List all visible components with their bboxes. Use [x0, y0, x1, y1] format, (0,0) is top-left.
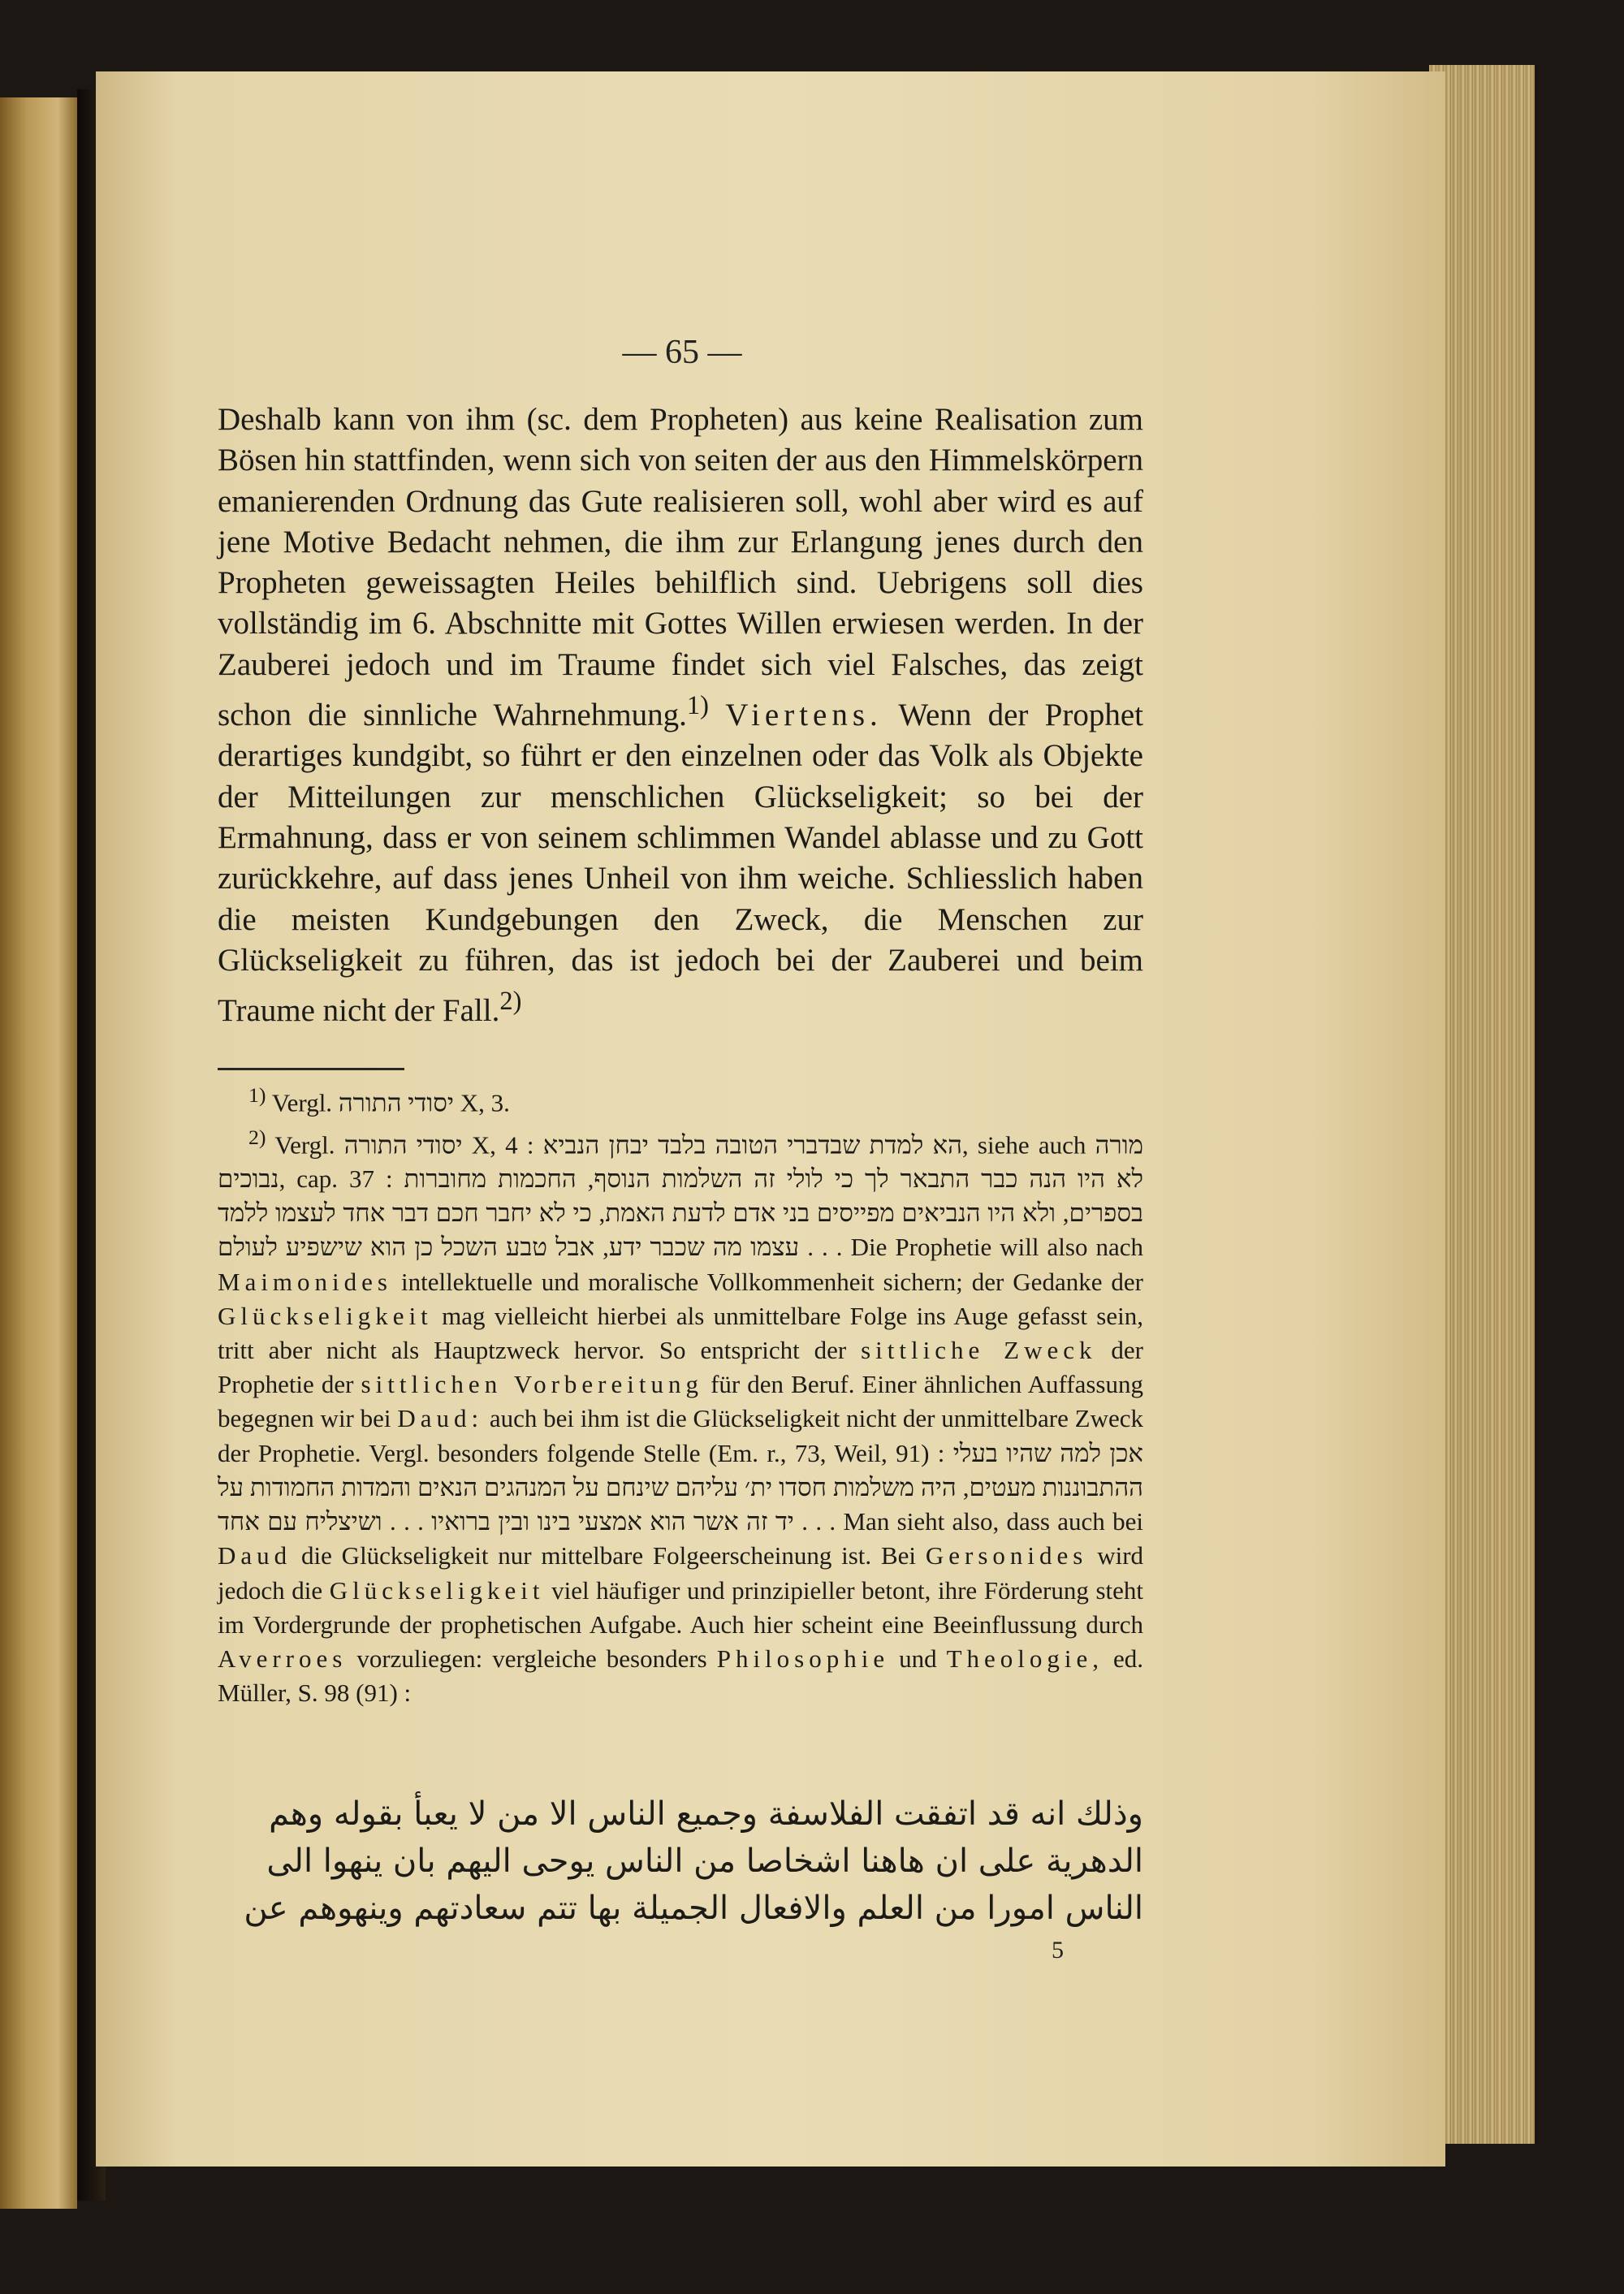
main-paragraph — [218, 400, 1143, 1031]
footnote-text: Die Prophetie will also nach — [850, 1233, 1144, 1262]
hebrew-text: לא היו הנה כבר התבאר לך כי לולי זה השלמות הנוסף, החכמות מחוברות בספרים, ולא היו הנביאים מפייסים בני אדם לדעת האמת, כי לא יחבר חכם דבר אחד לעצמו ללמד עצמו מה שכבר ידע, אבל טבע השכל כן הוא שישפיע לעולם — [218, 1164, 1143, 1262]
footnote-text: X, 4 : — [471, 1130, 534, 1159]
footnote-text: mag vielleicht hierbei als unmittelbare Folge ins Auge gefasst sein, tritt aber nicht als Hauptzweck hervor. So entspricht der — [218, 1301, 1143, 1365]
name-maimonides: Maimonides — [218, 1267, 392, 1296]
footnote-text: Vergl. — [271, 1088, 333, 1117]
page-number: — 65 — — [622, 334, 742, 371]
arabic-line: الدهرية على ان هاهنا اشخاصا من الناس يوحى اليهم بان ينهوا الى — [266, 1843, 1143, 1880]
footnote-text: wird jedoch die — [218, 1541, 1144, 1605]
hebrew-text: יסודי התורה — [343, 1130, 463, 1159]
emphasis-glueckseligkeit: Glückseligkeit — [218, 1301, 433, 1330]
footnote-text: X, 3. — [460, 1088, 510, 1117]
footnote-text: intellektuelle und moralische Vollkommenheit sichern; der Gedanke der — [400, 1267, 1143, 1296]
arabic-line: وذلك انه قد اتفقت الفلاسفة وجميع الناس الا من لا يعبأ بقوله وهم — [269, 1795, 1143, 1833]
footnote-2 — [218, 1121, 1143, 1711]
footnote-1 — [218, 1078, 1143, 1121]
footnote-text: viel häufiger und prinzipieller betont, ihre Förderung steht im Vordergrunde der prophetischen Aufgabe. Auch hier scheint eine Beeinflussung durch — [218, 1575, 1144, 1639]
footnote-text: . . . Man sieht also, dass auch bei — [801, 1507, 1144, 1536]
name-averroes: Averroes — [218, 1644, 348, 1673]
name-daud: Daud — [218, 1541, 292, 1570]
footnote-text: vorzuliegen: vergleiche besonders — [356, 1644, 707, 1673]
emphasis-sittliche-zweck: sittliche Zweck — [861, 1336, 1097, 1365]
printer-signature: 5 — [1052, 1937, 1064, 1964]
left-page-edge — [0, 97, 77, 2209]
hebrew-text: יסודי התורה — [338, 1088, 455, 1117]
emphasis-vorbereitung: sittlichen Vorbereitung — [361, 1370, 703, 1399]
footnote-divider — [218, 1068, 404, 1070]
title-philosophie: Philosophie — [716, 1644, 890, 1673]
name-gersonides: Gersonides — [925, 1541, 1088, 1570]
arabic-quotation — [218, 1791, 1143, 1932]
emphasis-glueckseligkeit: Glückseligkeit — [329, 1575, 545, 1605]
title-theologie: Theologie, — [946, 1644, 1104, 1673]
main-text-part: Wenn der Prophet derartiges kundgibt, so führt er den einzelnen oder das Volk als Objekte der Mitteilungen zur menschlichen Glückseligkeit; so bei der Ermahnung, dass er von seinem schlimmen Wandel ablasse und zu Gott zurückkehre, auf dass jenes Unheil von ihm weiche. Schliesslich haben die meisten Kundgebungen den Zweck, die Menschen zur Glückseligkeit zu führen, das ist jedoch bei der Zauberei und beim Traume nicht der Fall. — [218, 698, 1143, 1029]
footnote-text: . . . — [807, 1233, 843, 1262]
footnote-text: und — [899, 1644, 937, 1673]
footnotes — [218, 1078, 1143, 1710]
footnote-text: der Prophetie der — [218, 1336, 1143, 1399]
footnote-text: , cap. 37 : — [279, 1164, 393, 1194]
footnote-text: , siehe auch — [961, 1130, 1086, 1159]
hebrew-text: הא למדת שבדברי הטובה בלבד יבחן הנביא — [542, 1130, 962, 1159]
footnote-mark: 1) — [248, 1083, 266, 1107]
footnote-text: auch bei ihm ist die Glückseligkeit nicht der unmittelbare Zweck der Prophetie. Vergl. besonders folgende Stelle (Em. r., 73, Weil, 91) : — [218, 1404, 1143, 1467]
footnote-ref: 1) — [686, 691, 709, 721]
arabic-line: الناس امورا من العلم والافعال الجميلة بها تتم سعادتهم وينهوهم عن — [244, 1890, 1143, 1927]
footnote-text: für den Beruf. Einer ähnlichen Auffassung begegnen wir bei — [218, 1370, 1143, 1433]
main-text-part: Deshalb kann von ihm (sc. dem Propheten) aus keine Realisation zum Bösen hin stattfinden, wenn sich von seiten der aus den Himmelskörpern emanierenden Ordnung das Gute realisieren soll, wohl aber wird es auf jene Motive Bedacht nehmen, die ihm zur Erlangung jenes durch den Propheten geweissagten Heiles behilflich sind. Uebrigens soll dies vollständig im 6. Abschnitte mit Gottes Willen erwiesen werden. In der Zauberei jedoch und im Traume findet sich viel Falsches, das zeigt schon die sinnliche Wahrnehmung. — [218, 402, 1143, 733]
footnote-text: die Glückseligkeit nur mittelbare Folgeerscheinung ist. Bei — [300, 1541, 917, 1570]
hebrew-text: אכן למה שהיו בעלי ההתבוננות מעטים, היה משלמות חסדו ית׳ עליהם שינחם על המנהגים הנאים והמדות החמודות על יד זה אשר הוא אמצעי בינו ובין ברואיו . . . ושיצליח עם אחד — [218, 1438, 1143, 1536]
footnote-text: ed. Müller, S. 98 (91) : — [218, 1644, 1144, 1708]
main-text — [218, 400, 1143, 1031]
hebrew-text: מורה נבוכים — [218, 1130, 1144, 1194]
emphasis-viertens: Viertens. — [725, 698, 883, 733]
footnote-text: Vergl. — [274, 1130, 335, 1159]
footnote-ref: 2) — [499, 987, 522, 1017]
footnote-mark: 2) — [248, 1125, 266, 1149]
name-daud: Daud: — [397, 1404, 484, 1433]
